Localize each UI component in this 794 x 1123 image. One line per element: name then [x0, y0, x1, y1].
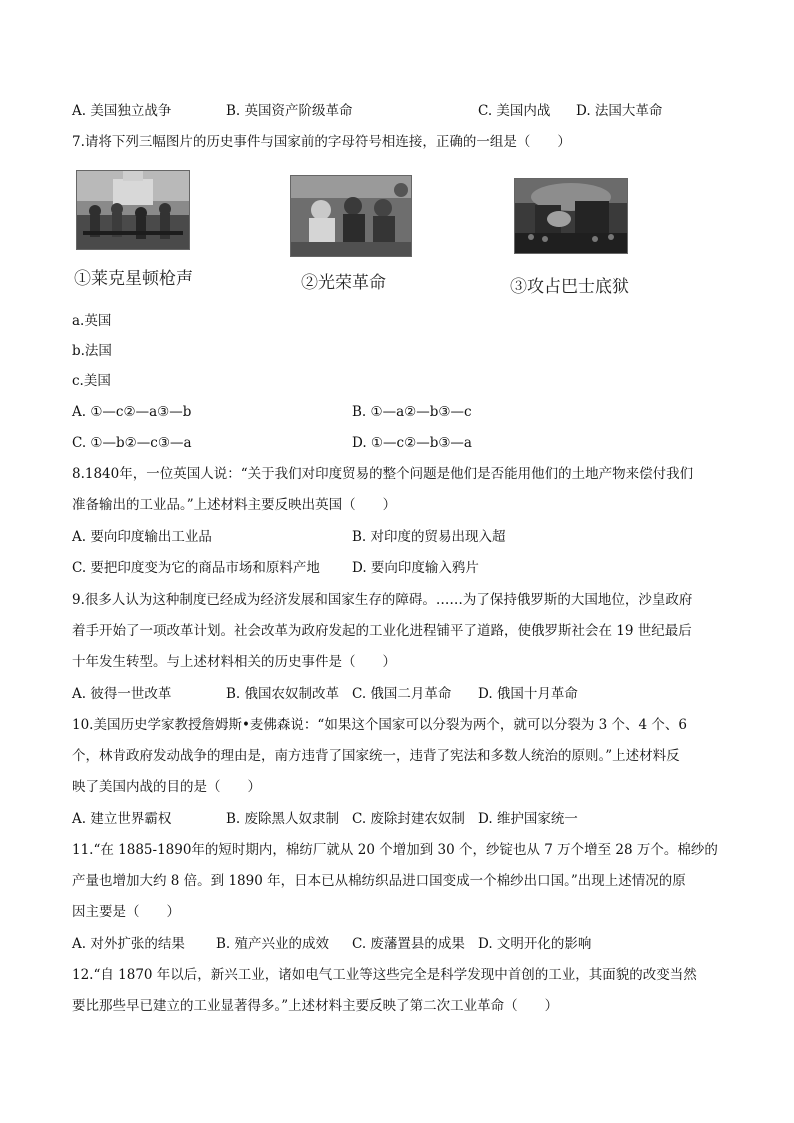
- q12-stem-line2: 要比那些早已建立的工业显著得多。”上述材料主要反映了第二次工业革命（ ）: [72, 998, 559, 1014]
- q9-option-c: C. 俄国二月革命: [352, 686, 452, 702]
- q11-option-c: C. 废藩置县的成果: [352, 936, 465, 952]
- q9-option-d: D. 俄国十月革命: [478, 686, 578, 702]
- q9-stem-line3: 十年发生转型。与上述材料相关的历史事件是（ ）: [72, 654, 396, 670]
- caption-lexington: ①莱克星顿枪声: [74, 269, 193, 289]
- q10-option-d: D. 维护国家统一: [478, 811, 578, 827]
- q6-option-d: D. 法国大革命: [576, 103, 663, 119]
- country-a: a.英国: [72, 313, 112, 329]
- q9-stem-line1: 9.很多人认为这种制度已经成为经济发展和国家生存的障碍。……为了保持俄罗斯的大国地位，沙皇政府: [72, 592, 693, 608]
- q8-stem-line2: 准备输出的工业品。”上述材料主要反映出英国（ ）: [72, 497, 397, 513]
- q8-option-c: C. 要把印度变为它的商品市场和原料产地: [72, 560, 320, 576]
- q11-stem-line2: 产量也增加大约 8 倍。到 1890 年，日本已从棉纺织品进口国变成一个棉纱出口国。”出现上述情况的原: [72, 873, 686, 889]
- q7-option-d: D. ①—c②—b③—a: [352, 435, 472, 451]
- q9-stem-line2: 着手开始了一项改革计划。社会改革为政府发起的工业化进程铺平了道路，使俄罗斯社会在 19 世纪最后: [72, 623, 692, 639]
- country-c: c.美国: [72, 373, 111, 389]
- q11-option-a: A. 对外扩张的结果: [72, 936, 185, 952]
- q10-stem-line3: 映了美国内战的目的是（ ）: [72, 779, 261, 795]
- q9-option-b: B. 俄国农奴制改革: [226, 686, 340, 702]
- q8-option-d: D. 要向印度输入鸦片: [352, 560, 479, 576]
- q6-option-c: C. 美国内战: [478, 103, 551, 119]
- bastille-painting: [514, 178, 628, 254]
- q8-option-b: B. 对印度的贸易出现入超: [352, 529, 506, 545]
- q11-stem-line1: 11.“在 1885-1890年的短时期内，棉纺厂就从 20 个增加到 30 个，纱锭也从 7 万个增至 28 万个。棉纱的: [72, 842, 718, 858]
- q7-option-a: A. ①—c②—a③—b: [72, 404, 192, 420]
- q8-option-a: A. 要向印度输出工业品: [72, 529, 212, 545]
- q11-option-d: D. 文明开化的影响: [478, 936, 592, 952]
- q6-option-a: A. 美国独立战争: [72, 103, 172, 119]
- q7-option-c: C. ①—b②—c③—a: [72, 435, 192, 451]
- caption-glorious-revolution: ②光荣革命: [301, 273, 386, 293]
- q11-option-b: B. 殖产兴业的成效: [216, 936, 330, 952]
- q10-option-b: B. 废除黑人奴隶制: [226, 811, 340, 827]
- q10-stem-line2: 个，林肯政府发动战争的理由是，南方违背了国家统一，违背了宪法和多数人统治的原则。”上述材料反: [72, 748, 680, 764]
- q10-option-a: A. 建立世界霸权: [72, 811, 172, 827]
- q8-stem-line1: 8.1840年，一位英国人说：“关于我们对印度贸易的整个问题是他们是否能用他们的土地产物来偿付我们: [72, 466, 694, 482]
- q10-stem-line1: 10.美国历史学家教授詹姆斯•麦佛森说：“如果这个国家可以分裂为两个，就可以分裂为 3 个、4 个、6: [72, 717, 687, 733]
- q10-option-c: C. 废除封建农奴制: [352, 811, 465, 827]
- q9-option-a: A. 彼得一世改革: [72, 686, 172, 702]
- country-b: b.法国: [72, 343, 112, 359]
- q7-stem: 7.请将下列三幅图片的历史事件与国家前的字母符号相连接，正确的一组是（ ）: [72, 134, 571, 150]
- glorious-revolution-painting: [290, 175, 412, 257]
- q6-option-b: B. 英国资产阶级革命: [226, 103, 353, 119]
- q12-stem-line1: 12.“自 1870 年以后，新兴工业，诸如电气工业等这些完全是科学发现中首创的工业，其面貌的改变当然: [72, 967, 697, 983]
- q11-stem-line3: 因主要是（ ）: [72, 904, 180, 920]
- q7-option-b: B. ①—a②—b③—c: [352, 404, 472, 420]
- lexington-painting: [76, 170, 190, 250]
- caption-bastille: ③攻占巴士底狱: [510, 277, 629, 297]
